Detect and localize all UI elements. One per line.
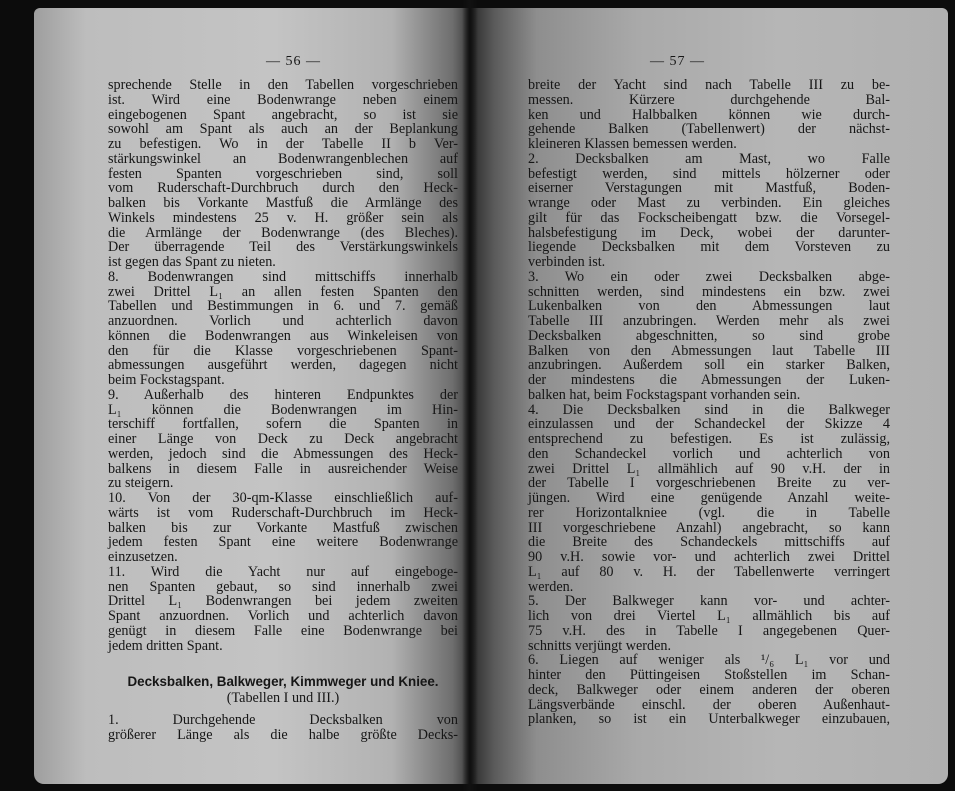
text-line: vom Ruderschaft-Durchbruch durch den Heck- [108,180,458,197]
text-line: balken bis Vorkante Mastfuß die Armlänge des [108,195,458,211]
text-line: jedem dritten Spant. [108,637,223,654]
text-line: Spant anzuordnen. Vorlich und achterlich davon [108,608,458,624]
text-line: messen. Kürzere durchgehende Bal- [528,91,890,108]
text-line: den Schandeckel vorlich und achterlich von [528,445,890,462]
text-line: breite der Yacht sind nach Tabelle III zu be- [528,77,890,93]
text-line: balken bis zur Vorkante Mastfuß zwischen [108,519,458,536]
text-line: werden, jedoch sind die Abmessungen des Heck- [108,445,458,462]
text-line: balken hat, beim Fockstagspant vorhanden sein. [528,386,801,403]
right-page [470,8,948,784]
text-line: 4. Die Decksbalken sind in die Balkweger [528,401,890,418]
text-line: deck, Balkweger oder einem anderen der oberen [528,681,890,698]
text-line: schnitts verjüngt werden. [528,637,672,654]
text-line: abmessungen ausgeführt werden, dagegen nicht [108,357,458,374]
text-line: 5. Der Balkweger kann vor- und achter- [528,593,890,610]
text-line: der Tabelle I vorgeschriebenen Breite zu ver- [528,475,890,492]
text-line: sowohl am Spant als auch an der Beplankung [108,121,458,138]
text-line: liegende Decksbalken mit dem Vorsteven zu [528,239,890,256]
text-line: 6. Liegen auf weniger als ¹/₆ L₁ vor und [528,652,890,669]
section-subheading: (Tabellen I und III.) [226,690,340,707]
book-gutter [462,0,478,791]
right-page-text [528,78,890,727]
text-line: festen Spanten vorgeschrieben sind, soll [108,165,458,182]
text-line: Drittel L₁ Bodenwrangen bei jedem zweiten [108,593,458,610]
text-line: 11. Wird die Yacht nur auf eingeboge- [108,563,458,580]
text-line: stärkungswinkel an Bodenwrangenblechen auf [108,150,458,167]
text-line: einzulassen und der Schandeckel der Skizze 4 [528,416,890,433]
text-line: anzubringen. Außerdem soll ein starker Balken, [528,357,890,374]
text-line: entsprechend zu befestigen. Es ist zulässig, [528,431,890,447]
text-line: einer Länge von Deck zu Deck angebracht [108,431,458,447]
text-line: eingebogenen Spant angebracht, so ist sie [108,106,458,123]
text-line: können die Bodenwrangen aus Winkeleisen von [108,327,458,344]
text-line: rer Horizontalkniee (vgl. die in Tabelle [528,504,890,521]
text-line: die Armlänge der Bodenwrange (des Bleches). [108,224,458,241]
text-line: zu befestigen. Wo in der Tabelle II b Ver- [108,136,458,152]
text-line: 10. Von der 30-qm-Klasse einschließlich auf- [108,490,458,506]
text-line: Decksbalken abgeschnitten, so sind grobe [528,327,890,344]
text-line: kleineren Klassen bemessen werden. [528,136,737,152]
text-line: zwei Drittel L₁ allmählich auf 90 v.H. der in [528,460,890,477]
text-line: Tabellen und Bestimmungen in 6. und 7. gemäß [108,298,458,315]
text-line: beim Fockstagspant. [108,372,225,388]
text-line: ist. Wird eine Bodenwrange neben einem [108,91,458,108]
text-line: ken und Halbbalken können wie durch- [528,106,890,123]
text-line: schnitten werden, sind mindestens ein bzw. zwei [528,283,890,300]
text-line: 9. Außerhalb des hinteren Endpunktes der [108,386,458,403]
text-line: nen Spanten gebaut, so sind innerhalb zwei [108,578,458,595]
text-line: anzuordnen. Vorlich und achterlich davon [108,313,458,329]
text-line: 90 v.H. sowie vor- und achterlich zwei Drittel [528,549,890,565]
page-number: — 57 — [650,54,705,69]
text-line: befestigt werden, sind mittels hölzerner oder [528,165,890,182]
text-line: III vorgeschriebene Anzahl) angebracht, so kann [528,519,890,536]
text-line: 75 v.H. des in Tabelle I angegebenen Quer- [528,622,890,639]
page-number: — 56 — [266,54,321,69]
text-line: gilt für das Fockscheibengatt bzw. die Vorsegel- [528,209,890,226]
text-line: jedem festen Spant eine weitere Bodenwrange [108,534,458,551]
text-line: einzusetzen. [108,549,178,565]
text-line: Balken von den Abmessungen laut Tabelle III [528,342,890,359]
text-line: 1. Durchgehende Decksbalken von [108,712,458,729]
text-line: wärts ist vom Ruderschaft-Durchbruch im Heck- [108,504,458,521]
text-line: zwei Drittel L₁ an allen festen Spanten den [108,283,458,300]
text-line: planken, so ist ein Unterbalkweger einzubauen, [528,711,890,728]
text-line: eiserner Verstagungen mit Mastfuß, Boden- [528,180,890,197]
left-page [34,8,470,784]
text-line: L₁ können die Bodenwrangen im Hin- [108,401,458,418]
text-line: Tabelle III anzubringen. Werden mehr als zwei [528,313,890,329]
left-page-text [108,78,458,743]
text-line: halsbefestigung im Deck, wobei der darunter- [528,224,890,241]
text-line: größerer Länge als die halbe größte Decks- [108,727,458,743]
text-line: Der überragende Teil des Verstärkungswinkels [108,239,458,256]
text-line: jüngen. Wird eine genügende Anzahl weite- [528,490,890,506]
text-line: Lukenbalken von den Abmessungen laut [528,298,890,315]
text-line: verbinden ist. [528,254,606,270]
text-line: terschiff fortfallen, sofern die Spanten in [108,416,458,433]
text-line: gehende Balken (Tabellenwert) der nächst- [528,121,890,138]
text-line: hinter den Püttingeisen Stoßstellen im Schan- [528,667,890,683]
text-line: wrange oder Mast zu verbinden. Ein gleiches [528,195,890,211]
text-line: den für die Klasse vorgeschriebenen Spant- [108,342,458,359]
section-heading: Decksbalken, Balkweger, Kimmweger und Kniee. [127,674,439,690]
text-line: werden. [528,578,574,595]
text-line: 8. Bodenwrangen sind mittschiffs innerhalb [108,268,458,285]
text-line: balkens in diesem Falle in ausreichender Weise [108,460,458,477]
text-line: lich von drei Viertel L₁ allmählich bis auf [528,608,890,624]
text-line: die Breite des Schandeckels mittschiffs auf [528,534,890,551]
text-line: ist gegen das Spant zu nieten. [108,254,276,270]
text-line: der mindestens die Abmessungen der Luken- [528,372,890,388]
text-line: sprechende Stelle in den Tabellen vorgeschrieben [108,77,458,93]
text-line: L₁ auf 80 v. H. der Tabellenwerte verringert [528,563,890,580]
text-line: 2. Decksbalken am Mast, wo Falle [528,150,890,167]
text-line: Winkels mindestens 25 v. H. größer sein als [108,209,458,226]
text-line: zu steigern. [108,475,174,492]
text-line: 3. Wo ein oder zwei Decksbalken abge- [528,268,890,285]
text-line: genügt in diesem Falle eine Bodenwrange bei [108,622,458,639]
text-line: Längsverbände einschl. der oberen Außenhaut- [528,696,890,713]
